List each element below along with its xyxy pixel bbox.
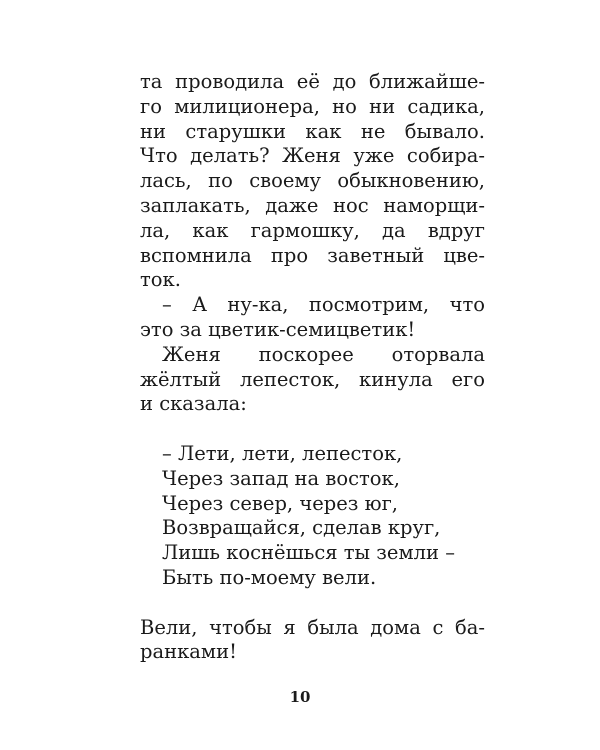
text-line: Женя поскорее оторвала [162,342,485,366]
paragraph-2 [140,293,485,343]
text-line: вспомнила про заветный цве- [140,243,485,267]
verse-line: Лишь коснёшься ты земли – [162,541,455,565]
text-line: Вели, чтобы я была дома с ба- [140,615,485,639]
page-number: 10 [289,688,311,706]
text-line: ла, как гармошку, да вдруг [140,218,485,242]
text-line: это за цветик-семицветик! [140,317,416,341]
text-line: жёлтый лепесток, кинула его [140,367,485,391]
stanza-gap [140,417,485,442]
verse-line: – Лети, лети, лепесток, [162,441,403,465]
paragraph-3 [140,343,485,417]
verse-line: Через север, через юг, [162,491,399,515]
verse-line: Через запад на восток, [162,466,400,490]
verse-line: Быть по-моему вели. [162,565,377,589]
text-line: Что делать? Женя уже собира- [140,144,485,168]
text-line: заплакать, даже нос наморщи- [140,193,485,217]
text-line: – А ну-ка, посмотрим, что [162,293,485,317]
text-line: ни старушки как не бывало. [140,119,485,143]
text-line: и сказала: [140,392,247,416]
closing-paragraph [140,616,485,666]
text-line: ранками! [140,640,237,664]
stanza-gap [140,591,485,616]
verse-stanza [140,442,485,591]
text-line: лась, по своему обыкновению, [140,169,485,193]
verse-line: Возвращайся, сделав круг, [162,516,441,540]
text-line: та проводила её до ближайше- [140,70,485,93]
body-text [140,70,485,665]
paragraph-1 [140,70,485,293]
text-line: го милиционера, но ни садика, [140,94,485,118]
text-line: ток. [140,268,181,292]
